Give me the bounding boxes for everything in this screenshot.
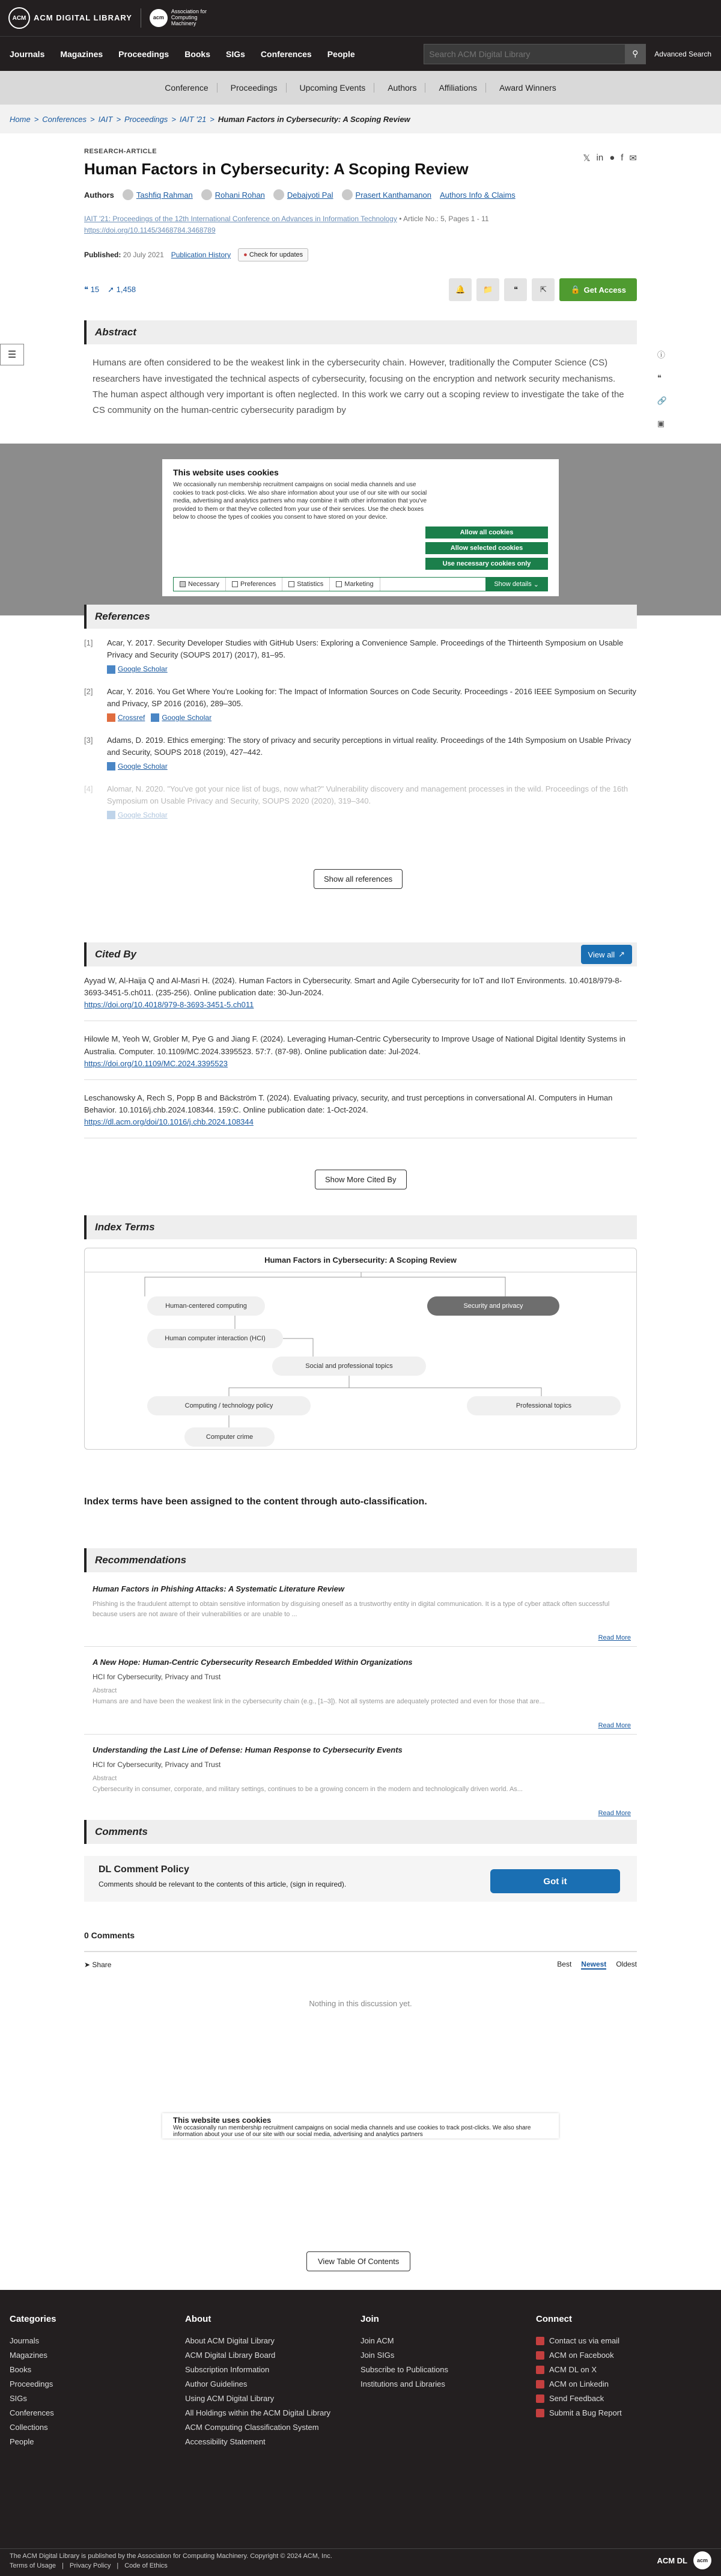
footer-link[interactable]: Subscription Information [185,2365,270,2374]
rec-text: Cybersecurity in consumer, corporate, and military settings, continues to be a growing concern in the modern and technologically driven world. As... [93,1786,523,1793]
cited-by-heading [84,942,637,966]
page-title: Human Factors in Cybersecurity: A Scoping Review [84,160,469,178]
cookie-buttons [425,526,548,570]
side-tools [657,349,667,429]
list-item [84,734,637,772]
cite-text: Ayyad W, Al-Haija Q and Al-Masri H. (2024). Human Factors in Cybersecurity. Smart and Agile Cybersecurity for IoT and IIoT Environments. 10.4018/979-8-3693-3451-5.ch011. (235-256). Online publication date: 30-Jun-2024. [84,976,622,998]
acm-logo-text: ACM DIGITAL LIBRARY [34,13,132,23]
footer-acm-assoc-logo[interactable]: acm [693,2551,711,2569]
share-arrow-icon: ➤ [84,1961,91,1969]
policy-title: DL Comment Policy [99,1864,189,1875]
rec-source: HCI for Cybersecurity, Privacy and Trust [93,1760,221,1769]
google-scholar-link[interactable] [107,761,168,772]
doi-link[interactable]: https://doi.org/10.1145/3468784.3468789 [84,226,216,235]
abstract-section [0,320,721,418]
footer-connect-item[interactable] [536,2336,711,2345]
breadcrumb-sep: > [116,114,121,124]
list-item [84,637,637,675]
index-node-social-professional-topics[interactable]: Social and professional topics [272,1357,426,1376]
avatar [123,189,133,200]
get-access-label: Get Access [583,285,626,295]
subnav-proceedings[interactable]: Proceedings [222,83,287,93]
info-icon[interactable]: ⓘ [657,350,665,359]
index-node-human-centered-computing[interactable]: Human-centered computing [147,1296,265,1316]
authors-info-link[interactable]: Authors Info & Claims [440,190,516,200]
conference-subnav [0,71,721,105]
view-all-label: View all [588,950,615,959]
author-item[interactable] [201,189,265,200]
sort-oldest[interactable]: Oldest [616,1960,637,1968]
google-scholar-link[interactable] [107,810,168,821]
breadcrumb-iait[interactable]: IAIT [98,114,113,124]
breadcrumb-home[interactable]: Home [10,114,31,124]
get-access-button[interactable] [559,278,637,301]
ref-number: [4] [84,784,93,793]
acm-dl-logo[interactable] [8,7,132,29]
footer-link[interactable]: Using ACM Digital Library [185,2394,275,2403]
article-tools [449,278,637,301]
references-list [84,637,637,832]
authors-label: Authors [84,190,114,200]
quote-side-icon[interactable]: ❝ [657,373,662,382]
legal-bar: The ACM Digital Library is published by the Association for Computing Machinery. Copyright © 2024 ACM, Inc. Terms of Usage | Privacy Policy | Code of Ethics ACM DL acm [0,2548,721,2576]
share-label: Share [92,1961,112,1969]
footer-link[interactable]: ACM Digital Library Board [185,2351,276,2360]
index-tree-title: Human Factors in Cybersecurity: A Scoping Review [85,1248,636,1272]
cite-link[interactable]: https://doi.org/10.1109/MC.2024.3395523 [84,1058,228,1068]
ref-number: [1] [84,638,93,647]
footer-link[interactable]: Subscribe to Publications [360,2365,448,2374]
references-heading: References [84,605,637,629]
author-name[interactable]: Tashfiq Rahman [136,190,193,200]
recommendations-heading: Recommendations [84,1548,637,1572]
nav-books[interactable]: Books [184,49,210,59]
citations-count: 15 [90,285,100,295]
show-details-button[interactable] [485,578,547,591]
ref-number: [2] [84,686,93,696]
comment-toolbar [84,1951,637,1977]
avatar [273,189,284,200]
nav-magazines[interactable]: Magazines [60,49,103,59]
venue-info [84,213,637,236]
alert-bell-icon[interactable]: 🔔 [449,278,472,301]
footer-link[interactable]: Conferences [10,2408,54,2417]
cookie-dialog [162,459,559,596]
email-icon [536,2337,544,2345]
search-box [424,44,646,64]
nav-journals[interactable]: Journals [10,49,45,59]
abstract-heading: Abstract [84,320,637,344]
footer-connect-item[interactable] [536,2408,711,2417]
index-node-computer-crime[interactable]: Computer crime [184,1427,275,1447]
ref-number: [3] [84,735,93,745]
cited-by-list [84,975,637,1150]
cookie-banner-fragment [162,2113,559,2138]
necessary-label: Necessary [188,581,219,588]
statistics-label: Statistics [297,581,324,588]
breadcrumb-proceedings[interactable]: Proceedings [124,114,168,124]
footer-categories-title: Categories [10,2314,56,2324]
subnav-affiliations[interactable]: Affiliations [430,83,486,93]
external-link-icon: ↗ [618,950,625,959]
footer-link: ACM on Facebook [549,2351,614,2360]
table-of-contents-toggle-icon[interactable]: ☰ [0,344,24,365]
footer-join [360,2314,536,2548]
footer-connect-item[interactable] [536,2351,711,2360]
bug-icon [536,2409,544,2417]
link-icon[interactable]: 🔗 [657,396,667,405]
metrics-row [84,278,637,301]
breadcrumb-current: Human Factors in Cybersecurity: A Scoping Review [218,114,410,124]
chevron-down-icon: ⌄ [533,581,539,588]
author-name[interactable]: Debajyoti Pal [287,190,333,200]
search-input[interactable] [424,49,625,59]
avatar [342,189,353,200]
cookie-banner-title: This website uses cookies [173,2116,272,2125]
downloads-count: 1,458 [116,285,136,295]
nav-people[interactable]: People [327,49,355,59]
crossmark-icon: ● [243,251,248,259]
published-label: Published: [84,251,121,260]
read-more-link[interactable]: Read More [598,1810,631,1817]
google-scholar-label[interactable]: Google Scholar [162,713,212,722]
footer-link[interactable]: Accessibility Statement [185,2437,266,2446]
footer-link[interactable]: Institutions and Libraries [360,2379,445,2388]
rec-text: Humans are and have been the weakest link in the cybersecurity chain (e.g., [1–3]). Not all systems are adequately protected and even for those that are... [93,1698,545,1705]
footer-link[interactable]: Join ACM [360,2336,394,2345]
footer-connect-title: Connect [536,2314,572,2324]
subnav-authors[interactable]: Authors [379,83,425,93]
nav-proceedings[interactable]: Proceedings [118,49,169,59]
citations-metric[interactable] [84,285,99,295]
breadcrumb-conferences[interactable]: Conferences [42,114,87,124]
save-folder-icon[interactable]: 📁 [476,278,499,301]
avatar [201,189,212,200]
breadcrumb-sep: > [90,114,95,124]
marketing-checkbox[interactable] [330,578,380,591]
google-scholar-icon [107,811,115,819]
footer-link[interactable]: Collections [10,2423,48,2432]
sort-newest[interactable]: Newest [581,1960,607,1968]
rec-title[interactable]: Understanding the Last Line of Defense: Human Response to Cybersecurity Events [93,1745,403,1754]
comment-sort [557,1960,637,1970]
venue-link[interactable]: IAIT '21: Proceedings of the 12th International Conference on Advances in Information Technology [84,215,397,223]
share-comments-button[interactable] [84,1961,111,1969]
ref-text: Adams, D. 2019. Ethics emerging: The story of privacy and security perceptions in virtual reality. Proceedings of the 14th Symposium on Usable Privacy and Security, SOUPS 2018 (2019), 427–442. [107,735,631,757]
footer [0,2290,721,2548]
recommendations-list [84,1579,637,1828]
author-item[interactable] [342,189,431,200]
got-it-button[interactable]: Got it [490,1869,620,1893]
footer-about [185,2314,360,2548]
breadcrumb-sep: > [34,114,39,124]
figures-icon[interactable]: ▣ [657,419,665,428]
checkbox-icon [336,581,342,587]
author-item[interactable] [123,189,193,200]
footer-link: ACM on Linkedin [549,2379,609,2388]
list-item [84,686,637,724]
sort-best[interactable]: Best [557,1960,572,1968]
author-name[interactable]: Rohani Rohan [214,190,265,200]
published-row [84,248,637,261]
brand-bar [0,0,721,36]
subnav-award-winners[interactable]: Award Winners [499,83,556,93]
allow-selected-cookies-button[interactable]: Allow selected cookies [425,542,548,554]
trend-icon: ➚ [108,285,114,295]
footer-link[interactable]: Join SIGs [360,2351,395,2360]
publication-history-link[interactable]: Publication History [171,251,231,260]
main-nav [0,36,721,71]
feedback-icon [536,2394,544,2403]
share-icon[interactable]: ⇱ [532,278,555,301]
facebook-icon [536,2351,544,2360]
index-node-security-and-privacy[interactable]: Security and privacy [427,1296,559,1316]
ref-text: Acar, Y. 2016. You Get Where You're Looking for: The Impact of Information Sources on Code Security. Proceedings - 2016 IEEE Symposium on Security and Privacy, SP 2016 (2016), 289–305. [107,686,636,709]
rec-abstract-label: Abstract [93,1687,117,1694]
marketing-label: Marketing [344,581,374,588]
footer-link: Contact us via email [549,2336,620,2345]
footer-connect-item[interactable] [536,2365,711,2374]
acm-logo-mark-icon: ACM [8,7,30,29]
nav-conferences[interactable]: Conferences [260,49,312,59]
reddit-share-icon[interactable]: ● [609,153,615,163]
check-for-updates-button[interactable] [238,248,308,261]
footer-link[interactable]: All Holdings within the ACM Digital Library [185,2408,331,2417]
footer-link[interactable]: Magazines [10,2351,47,2360]
read-more-link[interactable]: Read More [598,1634,631,1641]
allow-all-cookies-button[interactable]: Allow all cookies [425,526,548,539]
footer-categories [10,2314,185,2548]
google-scholar-link[interactable] [151,712,211,724]
x-share-icon[interactable]: 𝕏 [583,153,591,163]
footer-logos [657,2551,711,2569]
subnav-upcoming-events[interactable]: Upcoming Events [291,83,375,93]
rec-abstract-label: Abstract [93,1775,117,1782]
preferences-label: Preferences [240,581,276,588]
footer-link[interactable]: Journals [10,2336,40,2345]
footer-link: Send Feedback [549,2394,604,2403]
published-date: 20 July 2021 [123,251,164,260]
check-updates-label: Check for updates [249,251,303,259]
assoc-text: Association for Computing Machinery [171,8,207,26]
cite-text: Leschanowsky A, Rech S, Popp B and Bäckström T. (2024). Evaluating privacy, security, and trust perceptions in conversational AI. Computers in Human Behavior. 10.1016/j.chb.2024.108344. 159:C. Online publication date: 1-Oct-2024. [84,1093,613,1114]
footer-link[interactable]: About ACM Digital Library [185,2336,275,2345]
copyright-text: The ACM Digital Library is published by the Association for Computing Machinery. Copyright © 2024 ACM, Inc. [10,2553,332,2560]
cookie-text: We occasionally run membership recruitment campaigns on social media channels and use cookies to track post-clicks. We also share information about your use of our site with our social media, advertising and analytics partners who may combine it with other information that you've provided to them or that they've collected from your use of their services. Use the check boxes below to choose the types of cookies you consent to have stored on your device. [173,481,427,520]
cite-quote-icon[interactable]: ❝ [504,278,527,301]
statistics-checkbox[interactable] [282,578,330,591]
author-item[interactable] [273,189,333,200]
acm-association-logo[interactable] [150,9,219,27]
article-type: RESEARCH-ARTICLE [84,148,157,155]
terms-link[interactable]: Terms of Usage [10,2562,56,2569]
show-details-label: Show details [494,581,532,588]
index-tree-connectors [85,1248,637,1450]
footer-link[interactable]: People [10,2437,34,2446]
crossref-link[interactable] [107,712,145,724]
rec-source: HCI for Cybersecurity, Privacy and Trust [93,1673,221,1681]
google-scholar-icon [107,762,115,771]
footer-connect-item[interactable] [536,2394,711,2403]
facebook-share-icon[interactable]: f [621,153,624,163]
index-node-hci[interactable]: Human computer interaction (HCI) [147,1329,283,1348]
author-name[interactable]: Prasert Kanthamanon [355,190,431,200]
index-terms-tree [84,1248,637,1450]
comment-policy [84,1856,637,1902]
google-scholar-link[interactable] [107,664,168,675]
index-terms-heading: Index Terms [84,1215,637,1239]
lock-icon: 🔒 [570,285,580,295]
abstract-text: Humans are often considered to be the weakest link in the cybersecurity chain. However, traditionally the Computer Science (CS) researchers have investigated the technical aspects of cybersecurity, focusing on the encryption and network security mechanisms. The human aspect although very important is often neglected. In this work we carry out a scoping review to investigate the take of the CS community on the human-centric cybersecurity paradigm by [93,358,624,416]
index-node-professional-topics[interactable]: Professional topics [467,1396,621,1415]
view-all-button[interactable] [581,945,632,964]
list-item [84,1033,637,1079]
crossref-label[interactable]: Crossref [118,713,145,722]
necessary-cookies-button[interactable]: Use necessary cookies only [425,558,548,570]
comments-heading: Comments [84,1820,637,1844]
checkbox-icon [232,581,238,587]
show-more-cited-by-button[interactable]: Show More Cited By [315,1170,407,1189]
search-icon[interactable]: ⚲ [625,44,645,64]
index-node-computing-technology-policy[interactable]: Computing / technology policy [147,1396,311,1415]
footer-connect [536,2314,711,2548]
checkbox-icon [288,581,294,587]
x-icon [536,2366,544,2374]
google-scholar-label[interactable]: Google Scholar [118,762,168,771]
google-scholar-icon [107,665,115,674]
linkedin-share-icon[interactable]: in [596,153,604,163]
footer-link[interactable]: Proceedings [10,2379,53,2388]
list-item [84,1579,637,1647]
quote-icon: ❝ [84,285,88,295]
necessary-checkbox[interactable] [174,578,226,591]
footer-link[interactable]: ACM Computing Classification System [185,2423,319,2432]
show-all-references-button[interactable]: Show all references [314,869,403,889]
linkedin-icon [536,2380,544,2388]
footer-link[interactable]: Author Guidelines [185,2379,248,2388]
read-more-link[interactable]: Read More [598,1722,631,1729]
footer-connect-item[interactable] [536,2379,711,2388]
ethics-link[interactable]: Code of Ethics [124,2562,168,2569]
index-terms-note: Index terms have been assigned to the content through auto-classification. [84,1497,427,1507]
rec-text: Phishing is the fraudulent attempt to obtain sensitive information by disguising oneself as a trustworthy entity in digital communication. It is a type of cyber attack often successful because users are not aware of their vulnerabilities or are unable to ... [93,1601,610,1618]
privacy-link[interactable]: Privacy Policy [69,2562,111,2569]
article-number: • Article No.: 5, Pages 1 - 11 [399,215,489,223]
breadcrumb-sep: > [210,114,214,124]
breadcrumb-sep: > [171,114,176,124]
preferences-checkbox[interactable] [226,578,282,591]
rec-title[interactable]: A New Hope: Human-Centric Cybersecurity Research Embedded Within Organizations [93,1658,413,1667]
google-scholar-icon [151,713,159,722]
share-icons [583,153,637,163]
view-table-of-contents-button[interactable]: View Table Of Contents [306,2251,410,2271]
acm-assoc-icon: acm [150,9,168,27]
footer-about-title: About [185,2314,211,2324]
rec-title[interactable]: Human Factors in Phishing Attacks: A Systematic Literature Review [93,1584,345,1593]
cookie-options [173,577,548,591]
email-share-icon[interactable]: ✉ [629,153,637,163]
ref-text: Alomar, N. 2020. "You've got your nice list of bugs, now what?" Vulnerability discovery and management processes in the wild. Proceedings of the 16th Symposium on Usable Privacy and Security, SOUPS 2020 (2020), 319–340. [107,784,628,805]
checkbox-icon [180,581,186,587]
google-scholar-label[interactable]: Google Scholar [118,810,168,819]
footer-link: ACM DL on X [549,2365,597,2374]
breadcrumb [0,105,721,133]
list-item [84,1653,637,1735]
list-item [84,975,637,1021]
cite-text: Hilowle M, Yeoh W, Grobler M, Pye G and Jiang F. (2024). Leveraging Human-Centric Cybersecurity to Improve Usage of National Digital Identity Systems in Australia. Computer. 10.1109/MC.2024.3395523. 57:7. (87-98). Online publication date: Jul-2024. [84,1034,626,1056]
google-scholar-label[interactable]: Google Scholar [118,665,168,674]
cited-by-title: Cited By [95,948,136,960]
footer-link[interactable]: SIGs [10,2394,27,2403]
list-item [84,1092,637,1138]
footer-join-title: Join [360,2314,379,2324]
footer-link[interactable]: Books [10,2365,32,2374]
advanced-search-link[interactable]: Advanced Search [654,49,711,58]
subnav-conference[interactable]: Conference [156,83,217,93]
comment-count: 0 Comments [84,1930,135,1940]
footer-acm-dl-logo[interactable]: ACM DL [657,2556,687,2565]
authors-row [84,189,637,200]
cite-link[interactable]: https://dl.acm.org/doi/10.1016/j.chb.2024.108344 [84,1117,254,1127]
crossref-icon [107,713,115,722]
cookie-title: This website uses cookies [173,468,279,477]
footer-link: Submit a Bug Report [549,2408,622,2417]
policy-text: Comments should be relevant to the contents of this article, (sign in required). [99,1880,347,1888]
list-item [84,1741,637,1822]
ref-text: Acar, Y. 2017. Security Developer Studies with GitHub Users: Exploring a Convenience Sample. Proceedings of the Thirteenth Symposium on Usable Privacy and Security (SOUPS 2017) (2017), 81–95. [107,638,624,660]
list-item [84,783,637,821]
empty-discussion-text: Nothing in this discussion yet. [309,1999,412,2008]
downloads-metric[interactable] [108,285,136,295]
nav-sigs[interactable]: SIGs [226,49,245,59]
cookie-banner-text: We occasionally run membership recruitment campaigns on social media channels and use cookies to track post-clicks. We also share information about your use of our site with our social media, advertising and analytics partners [173,2125,531,2138]
cite-link[interactable]: https://doi.org/10.4018/979-8-3693-3451-5.ch011 [84,1000,254,1010]
breadcrumb-iait21[interactable]: IAIT '21 [179,114,207,124]
article-header [0,148,721,301]
